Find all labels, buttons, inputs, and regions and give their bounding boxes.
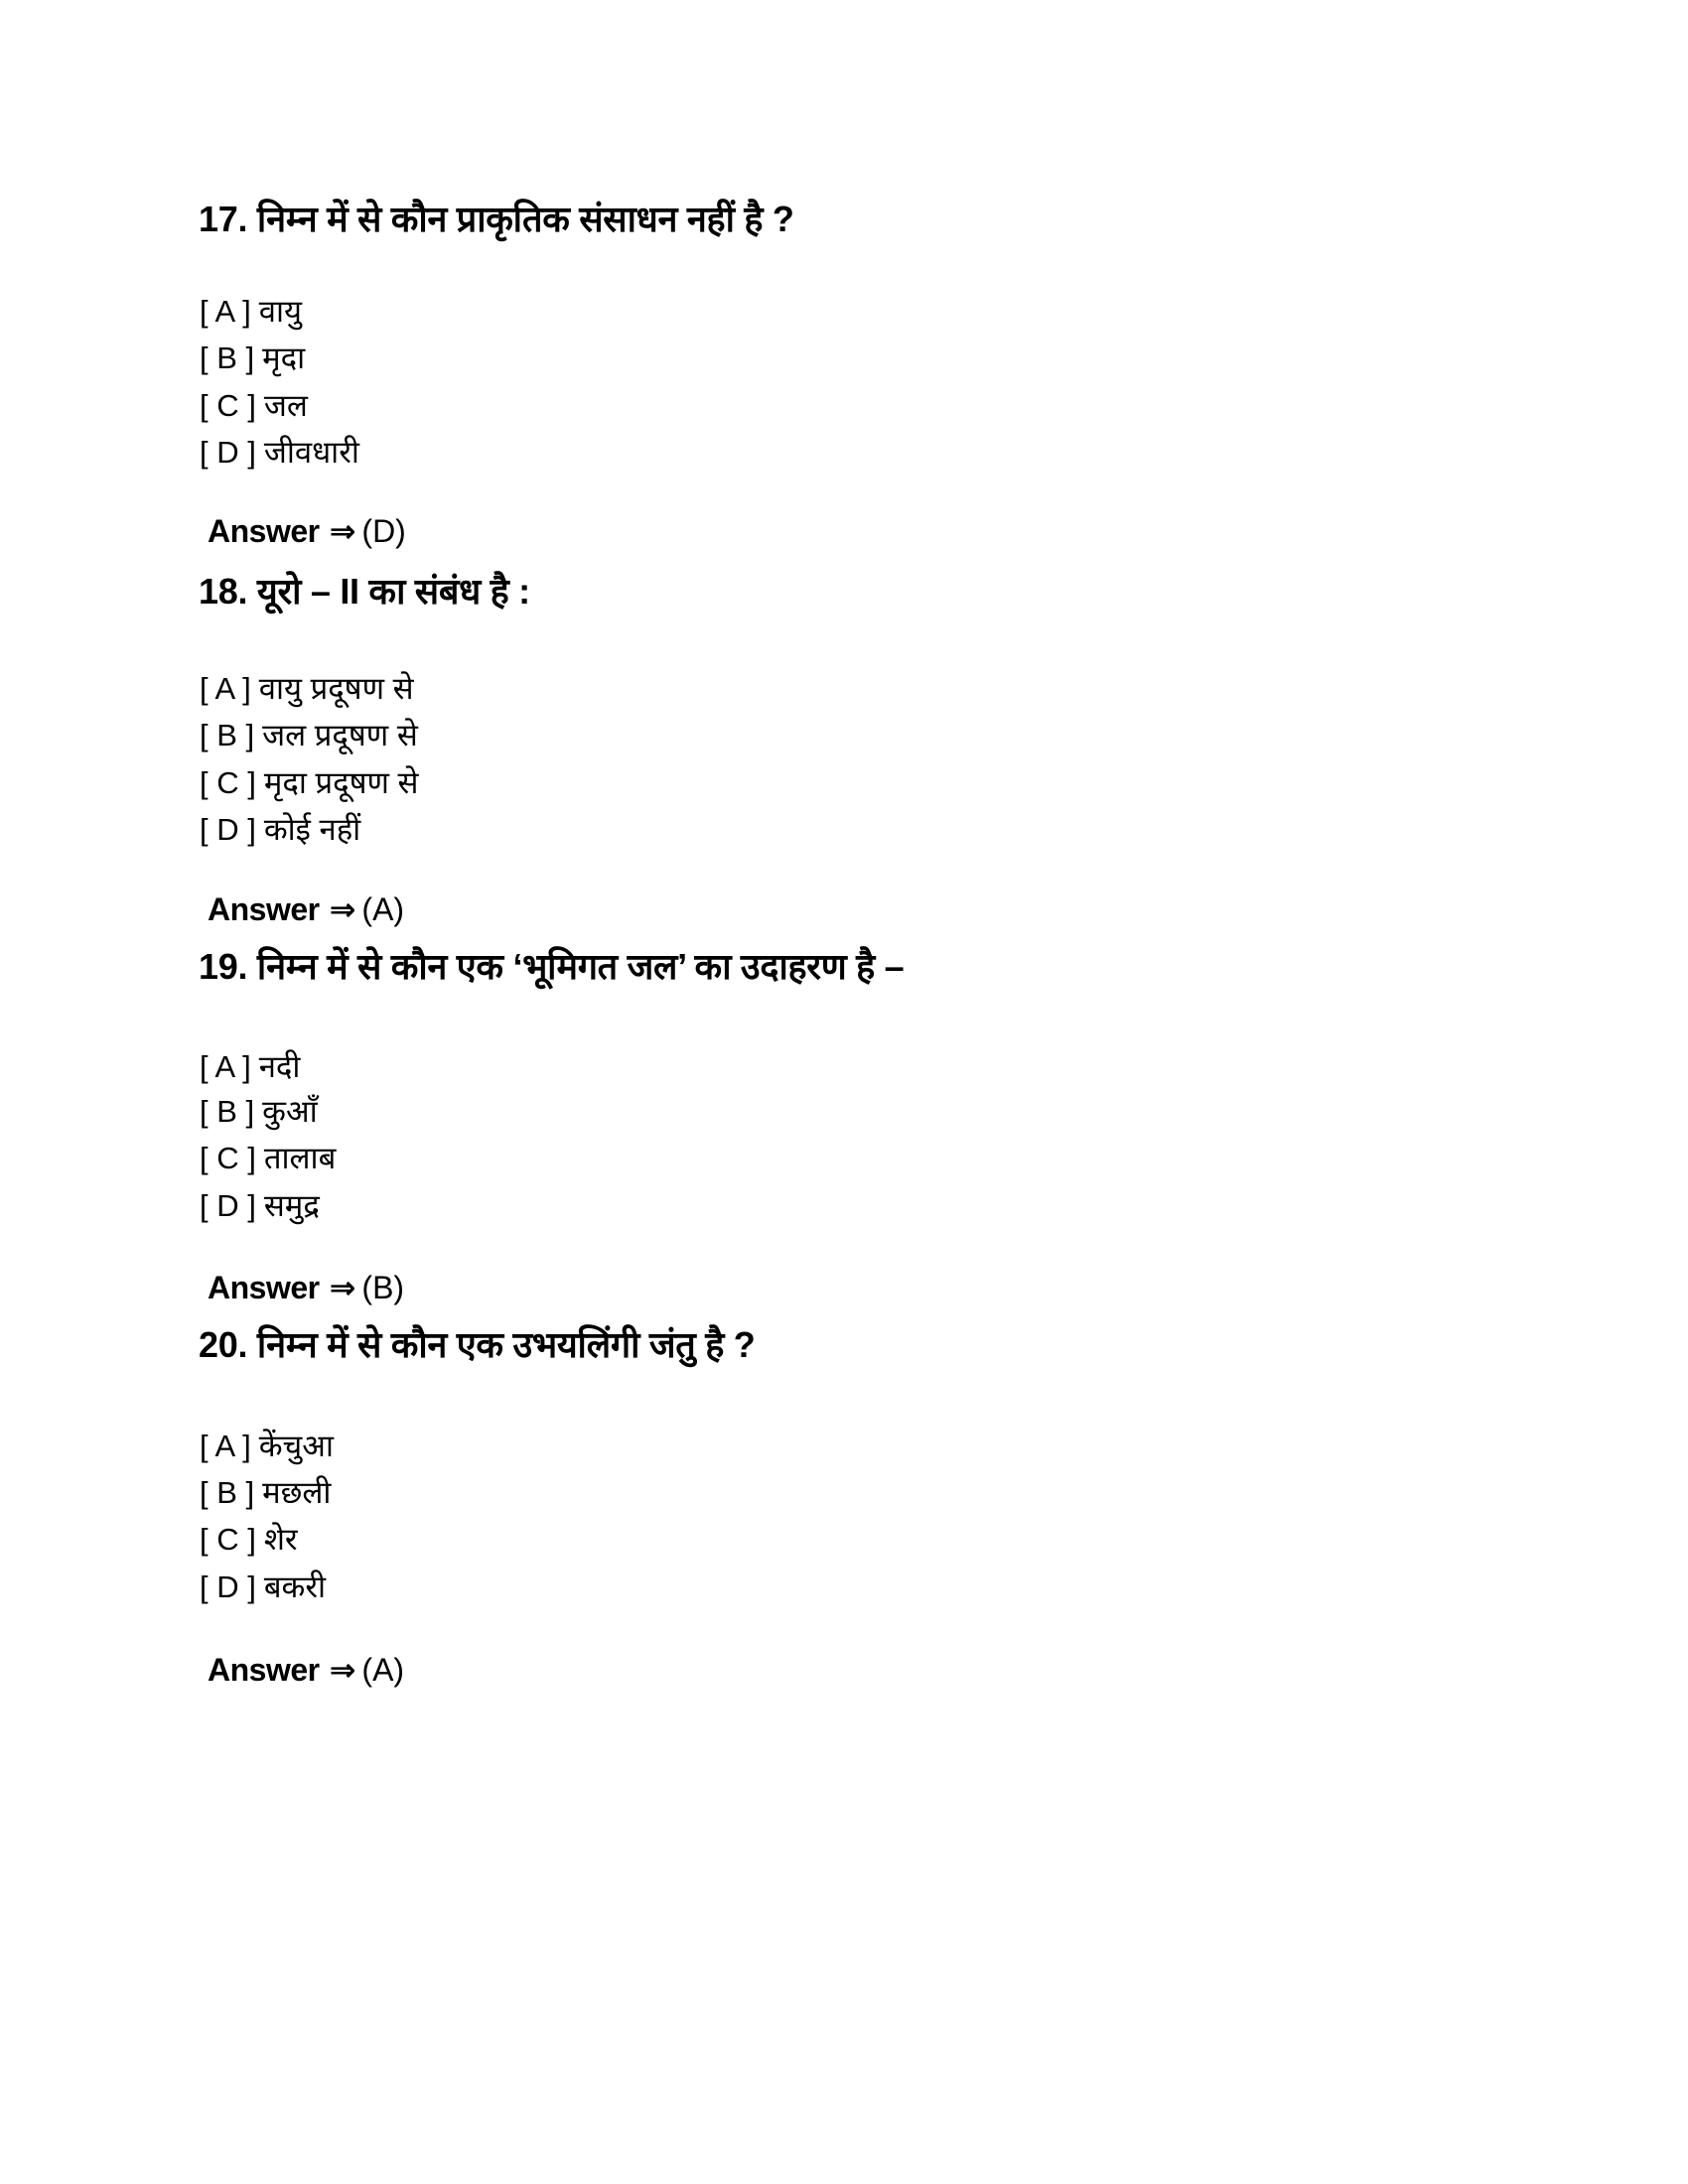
question-number: 18. [199,571,248,612]
answer-label: Answer [208,1652,320,1688]
option-c [200,1524,298,1555]
option-text: जल [263,388,308,423]
question-text: निम्न में से कौन एक उभयलिंगी जंतु है ? [256,1324,756,1365]
double-arrow-icon: ⇒ [329,891,356,927]
answer-line [208,893,404,925]
option-letter: [ A ] [200,671,251,706]
option-b [200,1477,331,1508]
option-text: वायु [258,294,302,329]
option-text: जीवधारी [263,435,359,470]
option-letter: [ B ] [200,1094,255,1129]
answer-value: (D) [361,513,406,549]
option-letter: [ C ] [200,1522,256,1557]
option-text: मछली [262,1475,332,1510]
question-title [199,199,794,239]
answer-line [208,1654,404,1686]
option-text: वायु प्रदूषण से [258,671,414,706]
answer-value: (A) [361,1652,405,1688]
option-letter: [ B ] [200,718,255,752]
answer-value: (B) [361,1270,405,1305]
option-letter: [ A ] [200,294,251,329]
option-letter: [ D ] [200,1188,256,1223]
question-title [199,946,905,987]
question-number: 20. [199,1324,248,1365]
option-text: बकरी [263,1570,327,1604]
option-text: जल प्रदूषण से [262,718,418,752]
option-letter: [ B ] [200,341,255,375]
option-d [200,1571,326,1602]
question-number: 17. [199,199,248,239]
question-number: 19. [199,946,248,987]
answer-label: Answer [208,891,320,927]
option-d [200,1190,320,1221]
option-a [200,1051,300,1082]
option-c [200,767,418,798]
option-text: कुआँ [262,1094,318,1129]
option-letter: [ C ] [200,765,256,800]
option-text: शेर [263,1522,298,1557]
double-arrow-icon: ⇒ [329,1652,356,1688]
option-letter: [ B ] [200,1475,255,1510]
option-text: कोई नहीं [263,812,361,847]
question-title [199,571,530,612]
option-text: समुद्र [263,1188,320,1223]
option-letter: [ D ] [200,812,256,847]
option-b [200,720,418,751]
option-b [200,342,305,373]
option-letter: [ C ] [200,1141,256,1175]
option-text: तालाब [263,1141,337,1175]
option-text: केंचुआ [258,1429,334,1463]
question-title [199,1324,756,1365]
answer-value: (A) [361,891,405,927]
answer-label: Answer [208,513,320,549]
option-text: मृदा [262,341,306,375]
option-text: नदी [258,1049,301,1084]
option-d [200,437,359,468]
option-c [200,1143,336,1173]
option-a [200,673,414,704]
option-letter: [ C ] [200,388,256,423]
answer-line [208,1272,404,1303]
double-arrow-icon: ⇒ [329,1270,356,1305]
option-b [200,1096,318,1127]
answer-line [208,515,406,547]
option-letter: [ A ] [200,1049,251,1084]
option-text: मृदा प्रदूषण से [263,765,419,800]
option-d [200,814,360,845]
question-text: निम्न में से कौन एक ‘भूमिगत जल’ का उदाहरण है – [256,946,905,987]
double-arrow-icon: ⇒ [329,513,356,549]
option-letter: [ D ] [200,1570,256,1604]
option-letter: [ A ] [200,1429,251,1463]
option-c [200,390,308,421]
option-a [200,1431,334,1461]
answer-label: Answer [208,1270,320,1305]
option-letter: [ D ] [200,435,256,470]
option-a [200,296,302,327]
question-text: यूरो – II का संबंध है : [256,571,530,612]
question-text: निम्न में से कौन प्राकृतिक संसाधन नहीं है ? [256,199,794,239]
